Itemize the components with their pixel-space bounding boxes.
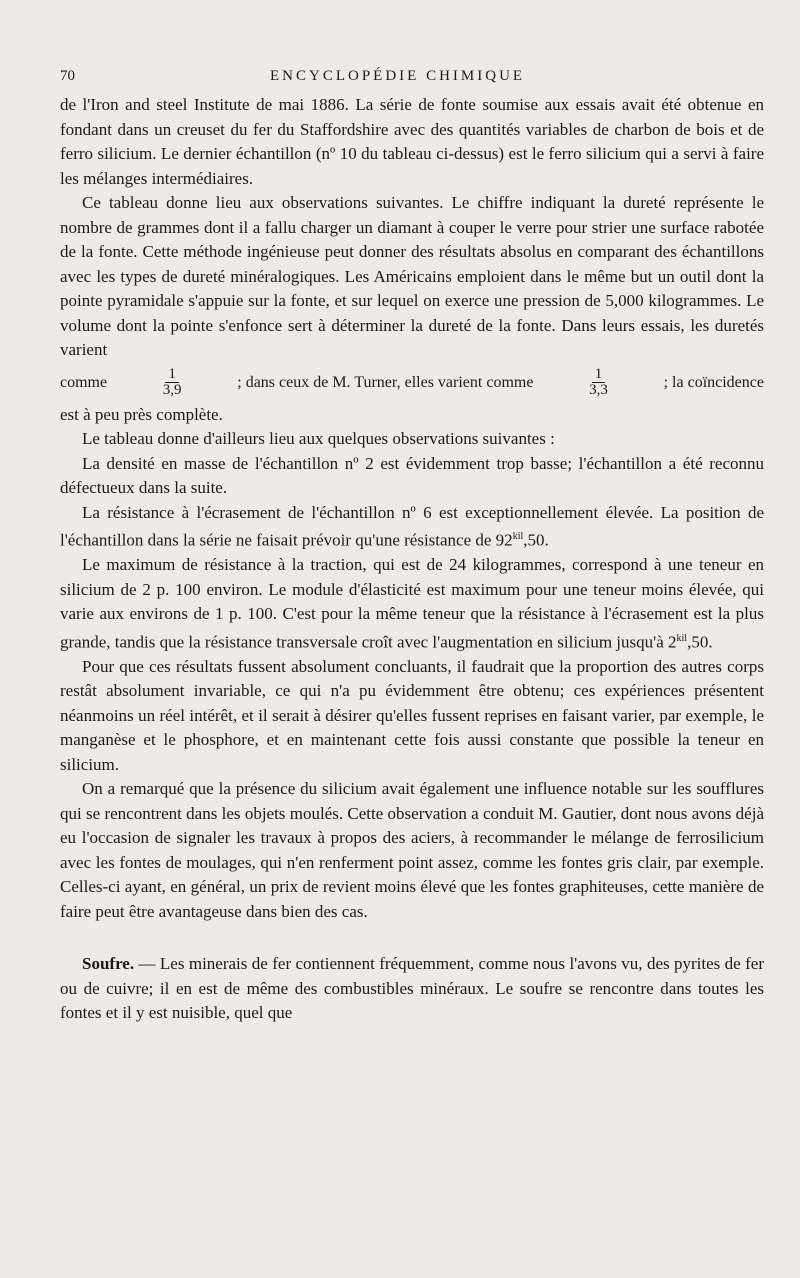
- fraction-two-denominator: 3,3: [589, 382, 608, 398]
- paragraph-6-tail: ,50.: [687, 632, 713, 652]
- paragraph-soufre-text: — Les minerais de fer contiennent fréquemment, comme nous l'avons vu, des pyrites de fer ou de cuivre; il en est de même des combustibles minéraux. Le soufre se rencontre dans toutes les fontes et il y est nuisible, quel que: [60, 954, 764, 1023]
- paragraph-2: Ce tableau donne lieu aux observations suivantes. Le chiffre indiquant la dureté représente le nombre de grammes dont il a fallu charger un diamant à couper le verre pour strier une surface rabotée de la fonte. Cette méthode ingénieuse peut donner des résultats absolus en comparant des échantillons avec les types de dureté minéralogiques. Les Américains emploient dans le même but un outil dont la pointe pyramidale s'appuie sur la fonte, et sur lequel on exerce une pression de 5,000 kilogrammes. Le volume dont la pointe s'enfonce sert à déterminer la dureté de la fonte. Dans leurs essais, les duretés varient: [60, 193, 764, 359]
- paragraph-6-text: Le maximum de résistance à la traction, qui est de 24 kilogrammes, correspond à une teneur en silicium de 2 p. 100 environ. Le module d'élasticité est maximum pour une teneur moins élevée, qui varie aux environs de 1 p. 100. C'est pour la même teneur que la résistance à l'écrasement est la plus grande, tandis que la résistance transversale croît avec l'augmentation en silicium jusqu'à 2: [60, 555, 764, 652]
- fraction-one-denominator: 3,9: [162, 382, 182, 398]
- paragraph-6: [60, 553, 764, 655]
- hardness-ratio-line: [60, 363, 764, 403]
- fraction-one: [160, 367, 185, 398]
- paragraph-7: Pour que ces résultats fussent absolument concluants, il faudrait que la proportion des autres corps restât absolument invariable, ce qui n'a pu évidemment être obtenu; ces expériences présentent néanmoins un réel intérêt, et il serait à désirer qu'elles fussent reprises en faisant varier, par exemple, le manganèse et le phosphore, et en maintenant cette fois aussi constante que possible la teneur en silicium.: [60, 656, 764, 774]
- formula-end-text: ; la coïncidence: [663, 373, 764, 391]
- fraction-two: [586, 367, 611, 398]
- running-header: [60, 68, 764, 85]
- formula-word: comme: [60, 373, 108, 391]
- paragraph-4: La densité en masse de l'échantillon nº 2 est évidemment trop basse; l'échantillon a été reconnu défectueux dans la suite.: [60, 453, 764, 497]
- paragraph-5: [60, 501, 764, 554]
- paragraph-5-text: La résistance à l'écrasement de l'échantillon nº 6 est exceptionnellement élevée. La position de l'échantillon dans la série ne faisait prévoir qu'une résistance de 92: [60, 502, 764, 550]
- page-number: 70: [60, 68, 75, 84]
- page-body: [60, 93, 764, 1026]
- paragraph-1: de l'Iron and steel Institute de mai 1886. La série de fonte soumise aux essais avait été obtenue en fondant dans un creuset du fer du Staffordshire avec des quantités variables de charbon de bois et de ferro silicium. Le dernier échantillon (nº 10 du tableau ci-dessus) est le ferro silicium qui a servi à faire les mélanges intermédiaires.: [60, 95, 764, 188]
- fraction-one-numerator: 1: [165, 367, 179, 383]
- formula-middle-text: ; dans ceux de M. Turner, elles varient comme: [237, 373, 534, 391]
- running-title: ENCYCLOPÉDIE CHIMIQUE: [270, 68, 526, 84]
- section-spacer: [60, 924, 764, 952]
- paragraph-2-end: est à peu près complète.: [60, 404, 223, 424]
- paragraph-3: Le tableau donne d'ailleurs lieu aux quelques observations suivantes :: [82, 429, 555, 448]
- fraction-two-numerator: 1: [592, 367, 606, 383]
- paragraph-soufre: [60, 952, 764, 1026]
- paragraph-8: On a remarqué que la présence du silicium avait également une influence notable sur les soufflures qui se rencontrent dans les objets moulés. Cette observation a conduit M. Gautier, dont nous avons déjà eu l'occasion de signaler les travaux à propos des aciers, à recommander le mélange de ferrosilicium avec les fontes de moulages, qui n'en renferment point assez, comme les fontes gris clair, par exemple. Celles-ci ayant, en général, un prix de revient moins élevé que les fontes graphiteuses, cette manière de faire peut être avantageuse dans bien des cas.: [60, 779, 764, 921]
- unit-kil: kil: [512, 531, 524, 542]
- section-heading-soufre: Soufre.: [82, 954, 135, 974]
- paragraph-5-tail: ,50.: [523, 530, 549, 550]
- unit-kil: kil: [676, 632, 688, 644]
